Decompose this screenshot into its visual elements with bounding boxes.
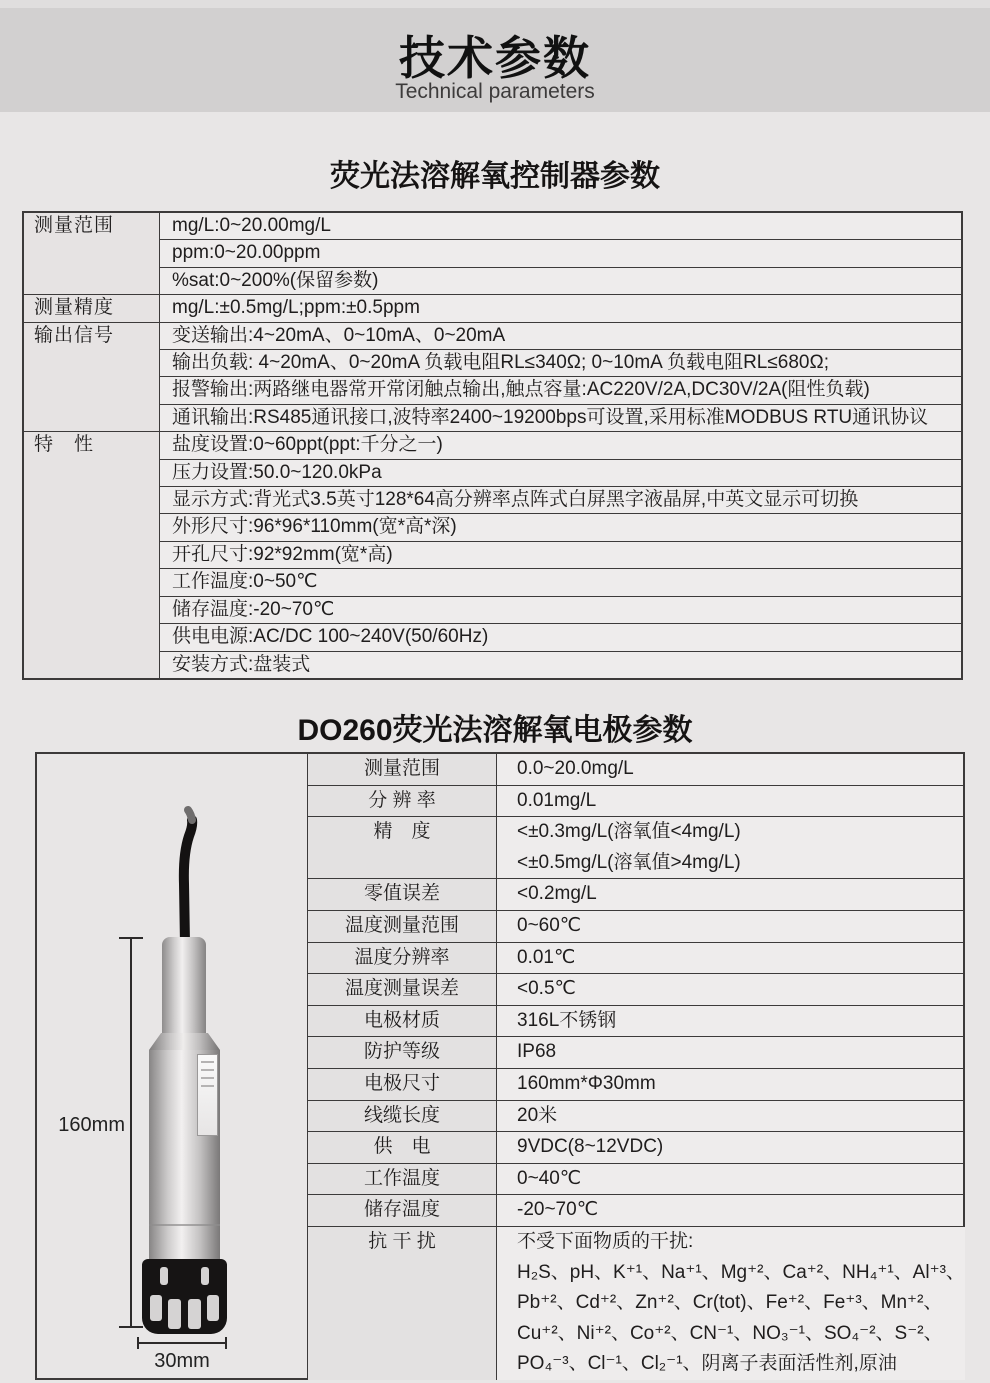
dim-height-label: 160mm — [58, 1114, 125, 1136]
param-value: 盐度设置:0~60ppt(ppt:千分之一) — [160, 432, 963, 459]
probe-sensor-cage — [142, 1259, 227, 1334]
controller-param-row — [23, 404, 962, 431]
electrode-param-row — [308, 1227, 963, 1380]
param-value — [497, 1037, 963, 1068]
electrode-param-row — [308, 1132, 963, 1164]
param-value: %sat:0~200%(保留参数) — [160, 267, 963, 294]
param-value: 输出负载: 4~20mA、0~20mA 负载电阻RL≤340Ω; 0~10mA 负载电阻RL≤680Ω; — [160, 350, 963, 377]
param-value: 开孔尺寸:92*92mm(宽*高) — [160, 541, 963, 568]
param-value: 显示方式:背光式3.5英寸128*64高分辨率点阵式白屏黑字液晶屏,中英文显示可切换 — [160, 487, 963, 514]
param-value: 压力设置:50.0~120.0kPa — [160, 459, 963, 486]
param-value: 储存温度:-20~70℃ — [160, 596, 963, 623]
controller-param-row — [23, 295, 962, 322]
param-value-line: IP68 — [517, 1041, 557, 1063]
param-value-line: Cu⁺²、Ni⁺²、Co⁺²、CN⁻¹、NO₃⁻¹、SO₄⁻²、S⁻²、 — [517, 1322, 943, 1344]
electrode-param-row — [308, 754, 963, 786]
electrode-param-row — [308, 911, 963, 943]
param-value-line: H₂S、pH、K⁺¹、Na⁺¹、Mg⁺²、Ca⁺²、NH₄⁺¹、Al⁺³、 — [517, 1261, 965, 1283]
param-value — [497, 1006, 963, 1037]
probe-seam — [149, 1224, 220, 1226]
param-value-line: -20~70℃ — [517, 1199, 599, 1221]
dimension-line-width — [137, 1342, 227, 1344]
section-title-controller: 荧光法溶解氧控制器参数 — [330, 160, 660, 193]
param-value — [497, 974, 963, 1005]
controller-table-body — [23, 212, 962, 679]
param-value — [497, 879, 963, 910]
param-group-label: 测量精度 — [23, 295, 160, 322]
controller-param-row — [23, 487, 962, 514]
param-value-line: PO₄⁻³、Cl⁻¹、Cl₂⁻¹、阴离子表面活性剂,原油 — [517, 1353, 897, 1375]
param-value — [497, 1195, 963, 1226]
param-value — [497, 1164, 963, 1195]
param-group-label: 特 性 — [23, 432, 160, 679]
param-value-line: 160mm*Φ30mm — [517, 1072, 656, 1094]
param-value — [497, 1069, 963, 1100]
electrode-param-row — [308, 786, 963, 818]
param-value-line: 不受下面物质的干扰: — [517, 1230, 694, 1252]
param-value-line: <±0.3mg/L(溶氧值<4mg/L) — [517, 821, 741, 843]
param-label: 精 度 — [308, 817, 497, 878]
dimension-line-height — [130, 937, 132, 1328]
param-value-line: 0.0~20.0mg/L — [517, 758, 634, 779]
section-title-electrode: DO260荧光法溶解氧电极参数 — [297, 714, 693, 747]
param-value — [497, 911, 963, 942]
param-value-line: 20米 — [517, 1104, 558, 1126]
param-value: 安装方式:盘装式 — [160, 651, 963, 679]
top-strip — [0, 0, 990, 8]
param-label: 分 辨 率 — [308, 786, 497, 817]
param-value: mg/L:0~20.00mg/L — [160, 212, 963, 240]
param-value — [497, 1101, 963, 1132]
param-label: 温度测量误差 — [308, 974, 497, 1005]
controller-param-row — [23, 514, 962, 541]
param-value-line: 9VDC(8~12VDC) — [517, 1136, 664, 1158]
electrode-param-row — [308, 943, 963, 975]
electrode-param-row — [308, 1006, 963, 1038]
controller-param-row — [23, 267, 962, 294]
param-value-line: 0.01℃ — [517, 946, 576, 968]
param-label: 零值误差 — [308, 879, 497, 910]
param-value — [497, 817, 963, 878]
electrode-param-row — [308, 1195, 963, 1227]
controller-param-row — [23, 541, 962, 568]
controller-param-row — [23, 377, 962, 404]
param-label: 抗 干 扰 — [308, 1227, 497, 1380]
param-label: 电极材质 — [308, 1006, 497, 1037]
param-value: mg/L:±0.5mg/L;ppm:±0.5ppm — [160, 295, 963, 322]
controller-param-row — [23, 350, 962, 377]
param-label: 电极尺寸 — [308, 1069, 497, 1100]
param-value: 外形尺寸:96*96*110mm(宽*高*深) — [160, 514, 963, 541]
param-group-label: 输出信号 — [23, 322, 160, 432]
electrode-table — [35, 752, 965, 1380]
electrode-param-row — [308, 1101, 963, 1133]
param-value: 变送输出:4~20mA、0~10mA、0~20mA — [160, 322, 963, 349]
electrode-param-row — [308, 1037, 963, 1069]
param-label: 线缆长度 — [308, 1101, 497, 1132]
controller-param-row — [23, 240, 962, 267]
dim-width-label: 30mm — [154, 1350, 210, 1372]
controller-param-row — [23, 624, 962, 651]
param-value — [497, 1132, 963, 1163]
param-label: 温度分辨率 — [308, 943, 497, 974]
controller-param-row — [23, 651, 962, 679]
param-value — [497, 786, 963, 817]
param-value: 供电电源:AC/DC 100~240V(50/60Hz) — [160, 624, 963, 651]
param-value: 报警输出:两路继电器常开常闭触点输出,触点容量:AC220V/2A,DC30V/2A(阻性负载) — [160, 377, 963, 404]
param-value-line: <0.2mg/L — [517, 883, 597, 905]
electrode-param-row — [308, 1069, 963, 1101]
param-label: 工作温度 — [308, 1164, 497, 1195]
param-value-line: 0~60℃ — [517, 914, 582, 936]
param-label: 温度测量范围 — [308, 911, 497, 942]
param-label: 储存温度 — [308, 1195, 497, 1226]
param-value-line: <±0.5mg/L(溶氧值>4mg/L) — [517, 851, 741, 873]
probe-cable — [37, 754, 307, 954]
param-value — [497, 943, 963, 974]
param-value-line: 316L不锈钢 — [517, 1009, 617, 1031]
controller-param-row — [23, 569, 962, 596]
probe-shoulder — [149, 1033, 220, 1050]
param-value-line: <0.5℃ — [517, 978, 576, 1000]
param-group-label: 测量范围 — [23, 212, 160, 295]
electrode-param-row — [308, 974, 963, 1006]
controller-param-row — [23, 596, 962, 623]
param-label: 测量范围 — [308, 754, 497, 785]
probe-top-cap — [162, 937, 206, 1035]
param-label: 供 电 — [308, 1132, 497, 1163]
controller-param-row — [23, 322, 962, 349]
probe-label-sticker — [197, 1054, 218, 1136]
param-value — [497, 1227, 965, 1380]
electrode-rows — [308, 754, 963, 1378]
page-title: 技术参数 — [399, 32, 591, 84]
controller-param-row — [23, 459, 962, 486]
param-label: 防护等级 — [308, 1037, 497, 1068]
param-value: ppm:0~20.00ppm — [160, 240, 963, 267]
param-value: 通讯输出:RS485通讯接口,波特率2400~19200bps可设置,采用标准MODBUS RTU通讯协议 — [160, 404, 963, 431]
param-value-line: 0.01mg/L — [517, 789, 597, 811]
controller-param-row — [23, 432, 962, 459]
electrode-param-row — [308, 817, 963, 879]
param-value — [497, 754, 963, 785]
electrode-param-row — [308, 879, 963, 911]
param-value-line: Pb⁺²、Cd⁺²、Zn⁺²、Cr(tot)、Fe⁺²、Fe⁺³、Mn⁺²、 — [517, 1292, 943, 1314]
page-subtitle: Technical parameters — [395, 80, 595, 103]
controller-param-row — [23, 212, 962, 240]
controller-table — [22, 211, 963, 680]
param-value: 工作温度:0~50℃ — [160, 569, 963, 596]
param-value-line: 0~40℃ — [517, 1167, 582, 1189]
electrode-param-row — [308, 1164, 963, 1196]
probe-illustration — [37, 754, 308, 1378]
